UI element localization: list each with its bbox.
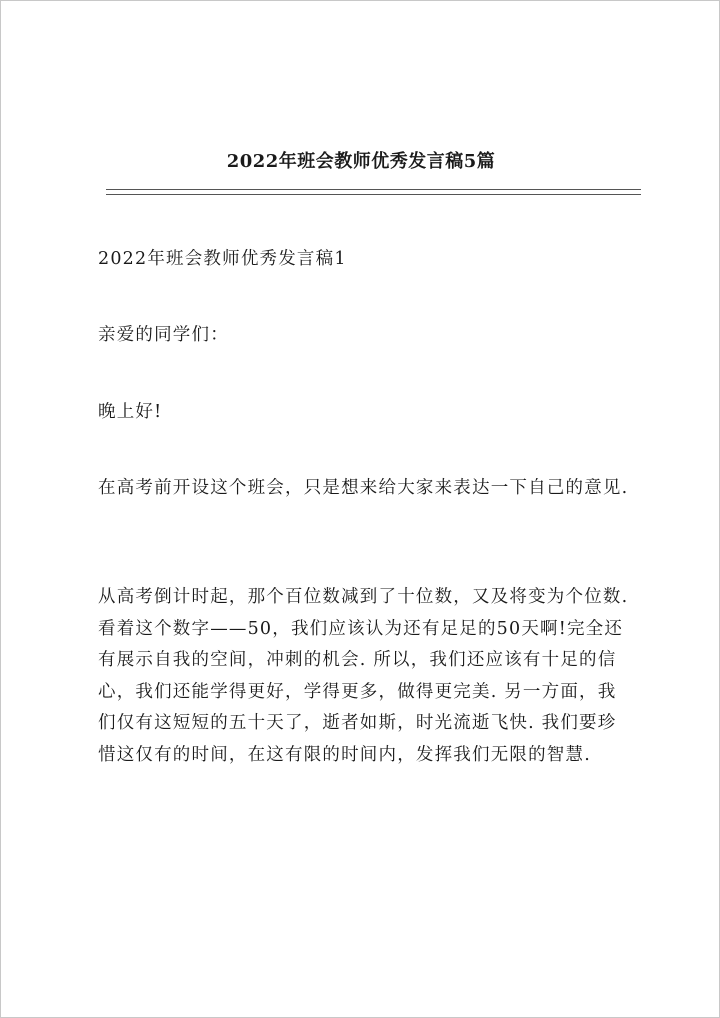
title-divider: [106, 189, 641, 195]
body-paragraph: 从高考倒计时起，那个百位数减到了十位数，又及将变为个位数. 看着这个数字——50，我们应该认为还有足足的50天啊!完全还有展示自我的空间，冲刺的机会. 所以，我们还应该有十足的信心，我们还能学得更好，学得更多，做得更完美. 另一方面，我们仅有这短短的五十天了，逝者如斯，时光流逝飞快. 我们要珍惜这仅有的时间，在这有限的时间内，发挥我们无限的智慧.: [98, 587, 629, 765]
greeting-paragraph: 亲爱的同学们：: [98, 325, 229, 345]
evening-paragraph: 晚上好!: [98, 402, 163, 422]
document-title: 2022年班会教师优秀发言稿5篇: [226, 151, 496, 172]
intro-paragraph: 在高考前开设这个班会，只是想来给大家来表达一下自己的意见.: [98, 478, 629, 498]
section-heading: 2022年班会教师优秀发言稿1: [98, 249, 347, 269]
